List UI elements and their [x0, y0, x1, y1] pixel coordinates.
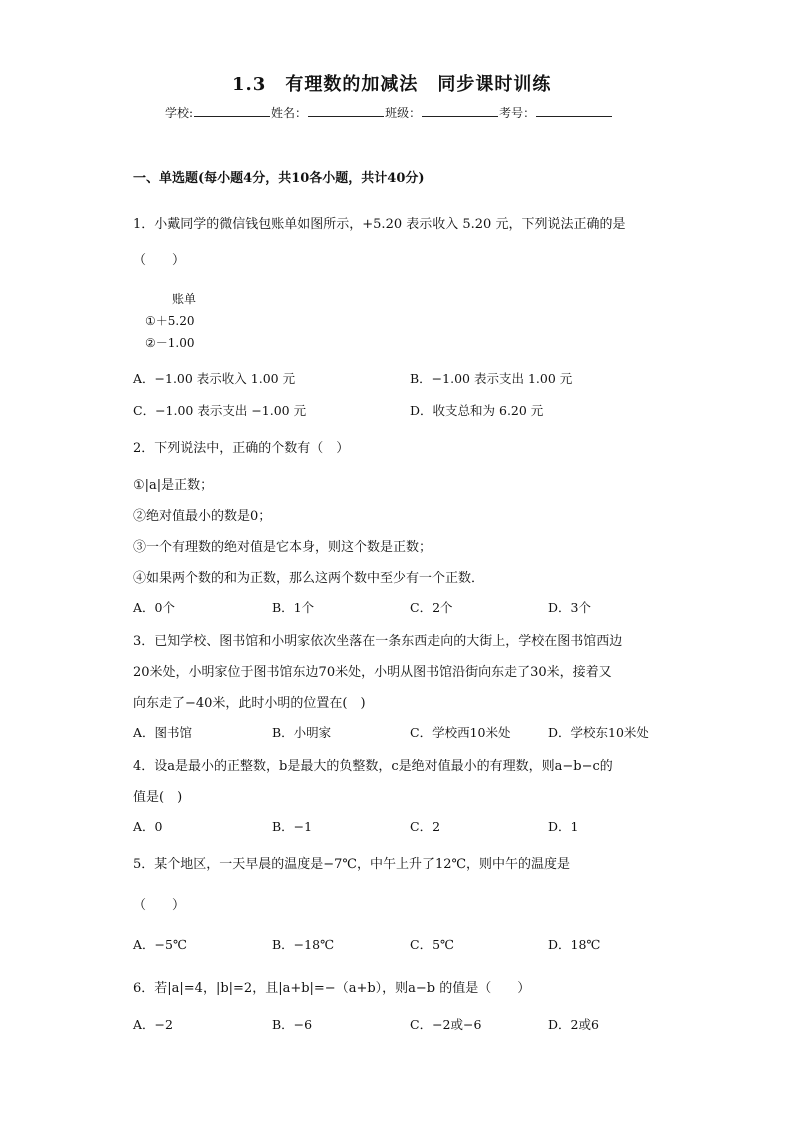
- exam-number-label: 考号：: [499, 106, 536, 120]
- bill-figure-title: 账单: [172, 292, 197, 306]
- question-6-option-c[interactable]: C．−2或−6: [410, 1017, 482, 1032]
- class-label: 班级：: [385, 106, 422, 120]
- question-1-option-c[interactable]: C．−1.00 表示支出 −1.00 元: [133, 403, 307, 418]
- question-4-option-a[interactable]: A．0: [133, 819, 163, 834]
- question-2-option-d[interactable]: D．3个: [548, 600, 591, 615]
- question-3-option-d[interactable]: D．学校东10米处: [548, 725, 649, 740]
- question-4-option-b[interactable]: B．−1: [272, 819, 313, 834]
- question-1-option-a[interactable]: A．−1.00 表示收入 1.00 元: [133, 371, 296, 386]
- question-2-stem: 2．下列说法中，正确的个数有（ ）: [133, 441, 350, 456]
- question-1-stem-line-2: （ ）: [133, 253, 186, 268]
- question-2-statement-2: ②绝对值最小的数是0；: [133, 509, 272, 524]
- question-6-option-a[interactable]: A．−2: [133, 1017, 173, 1032]
- question-5-option-a[interactable]: A．−5℃: [133, 937, 187, 952]
- question-1-stem-line-1: 1．小戴同学的微信钱包账单如图所示，+5.20 表示收入 5.20 元，下列说法正确的是: [133, 217, 626, 232]
- question-4-option-c[interactable]: C．2: [410, 819, 441, 834]
- question-2-statement-4: ④如果两个数的和为正数，那么这两个数中至少有一个正数．: [133, 571, 485, 586]
- question-3-option-b[interactable]: B．小明家: [272, 725, 332, 740]
- question-4-option-d[interactable]: D．1: [548, 819, 579, 834]
- class-blank: [422, 104, 498, 117]
- question-5-option-b[interactable]: B．−18℃: [272, 937, 335, 952]
- question-3-option-a[interactable]: A．图书馆: [133, 725, 193, 740]
- question-3-option-c[interactable]: C．学校西10米处: [410, 725, 511, 740]
- student-info-row: [165, 104, 613, 121]
- question-6-option-d[interactable]: D．2或6: [548, 1017, 599, 1032]
- question-3-stem-line-1: 3．已知学校、图书馆和小明家依次坐落在一条东西走向的大街上，学校在图书馆西边: [133, 634, 623, 649]
- name-blank: [308, 104, 384, 117]
- question-2-statement-1: ①|a|是正数；: [133, 478, 214, 493]
- school-label: 学校:: [165, 106, 194, 120]
- exam-number-blank: [536, 104, 612, 117]
- question-5-stem-line-2: （ ）: [133, 898, 186, 913]
- name-label: 姓名：: [271, 106, 308, 120]
- question-5-option-d[interactable]: D．18℃: [548, 937, 601, 952]
- school-blank: [194, 104, 270, 117]
- question-4-stem-line-1: 4．设a是最小的正整数，b是最大的负整数，c是绝对值最小的有理数，则a−b−c的: [133, 759, 613, 774]
- section-heading: 一、单选题(每小题4分，共10各小题，共计40分): [133, 171, 425, 186]
- question-3-stem-line-2: 20米处，小明家位于图书馆东边70米处，小明从图书馆沿街向东走了30米，接着又: [133, 665, 612, 680]
- question-2-option-a[interactable]: A．0个: [133, 600, 175, 615]
- question-6-stem: 6．若|a|=4，|b|=2，且|a+b|=−（a+b），则a−b 的值是（ ）: [133, 981, 531, 996]
- question-2-option-c[interactable]: C．2个: [410, 600, 453, 615]
- question-5-stem-line-1: 5．某个地区，一天早晨的温度是−7℃，中午上升了12℃，则中午的温度是: [133, 857, 571, 872]
- question-4-stem-line-2: 值是( ): [133, 790, 183, 805]
- question-2-option-b[interactable]: B．1个: [272, 600, 315, 615]
- question-6-option-b[interactable]: B．−6: [272, 1017, 313, 1032]
- page-title: 1.3 有理数的加减法 同步课时训练: [232, 74, 552, 95]
- bill-figure-item-2: ②－1.00: [145, 336, 195, 350]
- question-1-option-d[interactable]: D．收支总和为 6.20 元: [410, 403, 544, 418]
- question-3-stem-line-3: 向东走了−40米，此时小明的位置在( ): [133, 696, 366, 711]
- question-2-statement-3: ③一个有理数的绝对值是它本身，则这个数是正数；: [133, 540, 433, 555]
- question-5-option-c[interactable]: C．5℃: [410, 937, 455, 952]
- question-1-option-b[interactable]: B．−1.00 表示支出 1.00 元: [410, 371, 573, 386]
- bill-figure-item-1: ①＋5.20: [145, 314, 195, 328]
